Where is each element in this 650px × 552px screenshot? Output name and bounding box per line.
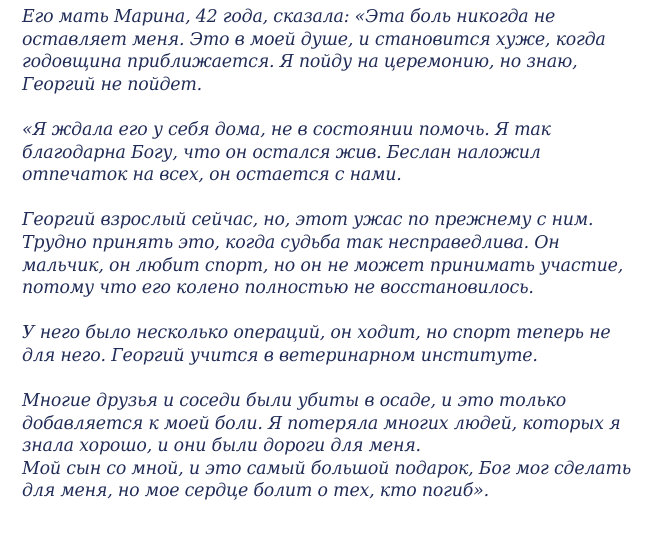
text-line: Мой сын со мной, и это самый большой подарок, Бог мог сделать (22, 458, 632, 479)
text-line: Его мать Марина, 42 года, сказала: «Эта боль никогда не (22, 7, 556, 27)
text-line: Многие друзья и соседи были убиты в осаде, и это только (22, 391, 567, 412)
paragraph-5 (22, 390, 642, 458)
paragraph-4 (22, 322, 642, 367)
text-line: Трудно принять это, когда судьба так несправедлива. Он (22, 232, 560, 253)
paragraph-3 (22, 209, 642, 299)
text-line: отпечаток на всех, он остается с нами. (22, 165, 402, 186)
text-line: мальчик, он любит спорт, но он не может принимать участие, (22, 255, 624, 276)
text-line: У него было несколько операций, он ходит, но спорт теперь не (22, 323, 611, 344)
text-line: «Я ждала его у себя дома, не в состоянии помочь. Я так (22, 119, 551, 140)
text-line: для меня, но мое сердце болит о тех, кто погиб». (22, 481, 489, 502)
paragraph-6 (22, 458, 642, 503)
text-line: благодарна Богу, что он остался жив. Беслан наложил (22, 142, 541, 163)
text-line: годовщина приближается. Я пойду на церемонию, но знаю, (22, 52, 578, 73)
article-text (22, 6, 642, 503)
paragraph-2 (22, 119, 642, 187)
text-line: потому что его колено полностью не восстановилось. (22, 278, 534, 299)
text-line: оставляет меня. Это в моей душе, и становится хуже, когда (22, 29, 606, 50)
text-line: Георгий не пойдет. (22, 74, 203, 95)
text-line: знала хорошо, и они были дороги для меня. (22, 436, 421, 457)
text-line: добавляется к моей боли. Я потеряла многих людей, которых я (22, 413, 621, 434)
text-line: Георгий взрослый сейчас, но, этот ужас по прежнему с ним. (22, 210, 594, 231)
paragraph-1 (22, 6, 642, 96)
text-line: для него. Георгий учится в ветеринарном институте. (22, 345, 538, 366)
